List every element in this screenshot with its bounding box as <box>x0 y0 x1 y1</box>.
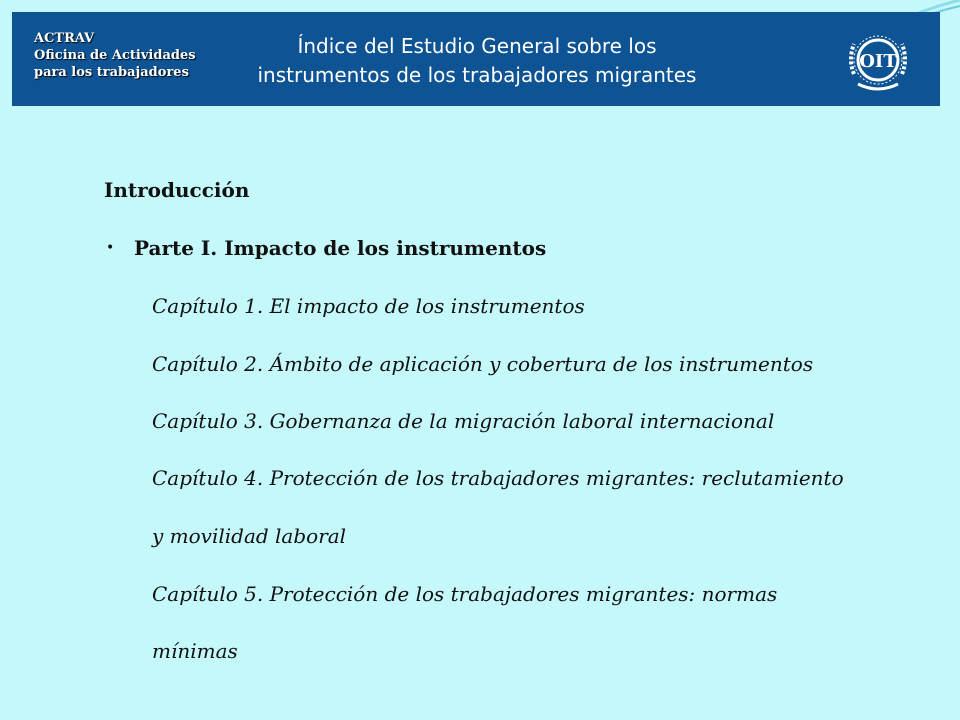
part-heading: Parte I. Impacto de los instrumentos <box>134 236 547 260</box>
org-line-2: Oficina de Actividades <box>34 48 196 63</box>
chapter-item-continuation: mínimas <box>152 639 238 663</box>
intro-heading: Introducción <box>104 178 250 202</box>
org-line-3: para los trabajadores <box>34 65 189 80</box>
title-line-1: Índice del Estudio General sobre los <box>297 34 657 58</box>
chapter-item: Capítulo 4. Protección de los trabajadores migrantes: reclutamiento <box>152 466 844 490</box>
org-line-1: ACTRAV <box>34 31 95 46</box>
title-line-2: instrumentos de los trabajadores migrantes <box>257 63 697 87</box>
chapter-item: Capítulo 3. Gobernanza de la migración laboral internacional <box>152 409 775 433</box>
bullet-marker: • <box>106 240 115 256</box>
chapter-item: Capítulo 1. El impacto de los instrumentos <box>152 294 585 318</box>
chapter-item: Capítulo 5. Protección de los trabajadores migrantes: normas <box>152 582 778 606</box>
logo-text: OIT <box>859 51 897 72</box>
chapter-item: Capítulo 2. Ámbito de aplicación y cobertura de los instrumentos <box>152 352 814 376</box>
chapter-item-continuation: y movilidad laboral <box>152 524 347 548</box>
